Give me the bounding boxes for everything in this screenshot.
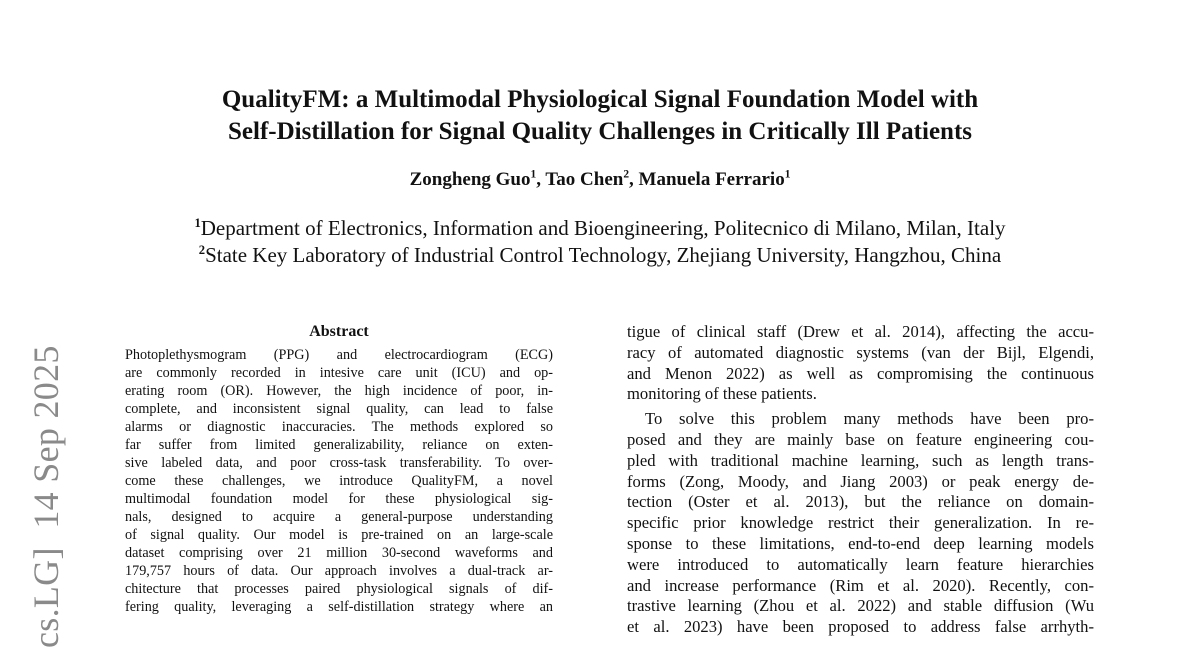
body-line: were introduced to automatically learn feature hierarchies: [627, 554, 1094, 574]
affiliation-text: Department of Electronics, Information and Bioengineering, Politecnico di Milano, Milan, Italy: [200, 216, 1006, 240]
abstract-line: nals, designed to acquire a general-purpose understanding: [125, 509, 553, 525]
author-affiliation-mark: 1: [530, 168, 537, 181]
author-name: Tao Chen: [545, 169, 624, 190]
abstract-line: complete, and inconsistent signal quality, can lead to false: [125, 401, 553, 417]
abstract-body: [125, 346, 553, 616]
body-line: et al. 2023) have been proposed to address false arrhyth-: [627, 617, 1094, 637]
title-line: QualityFM: a Multimodal Physiological Signal Foundation Model with: [221, 86, 979, 113]
body-line: pled with traditional machine learning, such as length trans-: [627, 450, 1094, 470]
abstract-line: chitecture that processes paired physiological signals of dif-: [125, 581, 553, 597]
body-line: trastive learning (Zhou et al. 2022) and stable diffusion (Wu: [627, 596, 1094, 616]
author-affiliation-mark: 2: [623, 168, 630, 181]
body-line: and increase performance (Rim et al. 2020). Recently, con-: [627, 575, 1094, 595]
author-affiliation-mark: 1: [784, 168, 791, 181]
abstract-line: 179,757 hours of data. Our approach involves a dual-track ar-: [125, 563, 553, 579]
affiliation-mark: 2: [198, 243, 206, 257]
title-line: Self-Distillation for Signal Quality Challenges in Critically Ill Patients: [228, 118, 972, 145]
body-line: and Menon 2022) as well as compromising the continuous: [627, 363, 1094, 383]
affiliation: [100, 215, 1100, 242]
body-paragraph: [627, 409, 1094, 638]
abstract-line: come these challenges, we introduce QualityFM, a novel: [125, 473, 553, 489]
affiliation-list: [100, 215, 1100, 269]
right-column: [627, 322, 1094, 638]
body-line: forms (Zong, Moody, and Jiang 2003) or peak energy de-: [627, 471, 1094, 491]
abstract-line: sive labeled data, and poor cross-task transferability. To over-: [125, 455, 553, 471]
body-line: tection (Oster et al. 2013), but the reliance on domain-: [627, 492, 1094, 512]
abstract-line: fering quality, leveraging a self-distillation strategy where an: [125, 599, 553, 615]
left-column: [125, 322, 553, 616]
author-name: Zongheng Guo: [409, 169, 531, 190]
abstract-heading: Abstract: [309, 323, 369, 340]
body-paragraph: [627, 322, 1094, 405]
body-line: sponse to these limitations, end-to-end deep learning models: [627, 533, 1094, 553]
body-line: monitoring of these patients.: [627, 384, 817, 404]
abstract-line: of signal quality. Our model is pre-trained on an large-scale: [125, 527, 553, 543]
abstract-line: Photoplethysmogram (PPG) and electrocardiogram (ECG): [125, 347, 553, 363]
paper-title: [100, 84, 1100, 148]
arxiv-identifier-stamp: cs.LG] 14 Sep 2025: [26, 345, 66, 648]
affiliation-text: State Key Laboratory of Industrial Control Technology, Zhejiang University, Hangzhou, China: [205, 243, 1002, 267]
abstract-line: alarms or diagnostic inaccuracies. The methods explored so: [125, 419, 553, 435]
body-line: posed and they are mainly base on feature engineering cou-: [627, 429, 1094, 449]
abstract-line: multimodal foundation model for these physiological sig-: [125, 491, 553, 507]
body-line: specific prior knowledge restrict their generalization. In re-: [627, 513, 1094, 533]
author-name: Manuela Ferrario: [638, 169, 785, 190]
body-line: racy of automated diagnostic systems (van der Bijl, Elgendi,: [627, 342, 1094, 362]
abstract-line: far suffer from limited generalizability, reliance on exten-: [125, 437, 553, 453]
affiliation-mark: 1: [194, 216, 201, 230]
body-line: tigue of clinical staff (Drew et al. 2014), affecting the accu-: [627, 322, 1094, 341]
abstract-line: dataset comprising over 21 million 30-second waveforms and: [125, 545, 553, 561]
affiliation: [100, 242, 1100, 269]
body-line: To solve this problem many methods have been pro-: [645, 409, 1094, 429]
abstract-line: erating room (OR). However, the high incidence of poor, in-: [125, 383, 553, 399]
abstract-line: are commonly recorded in intesive care unit (ICU) and op-: [125, 365, 553, 381]
author-list: Zongheng Guo$^1$, Tao Chen$^2$, Manuela Ferrario$^1$: [409, 168, 791, 190]
